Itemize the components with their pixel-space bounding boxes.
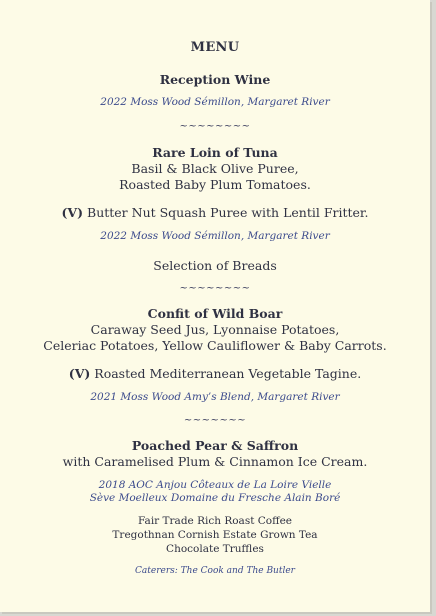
course2-line1: Caraway Seed Jus, Lyonnaise Potatoes, (90, 322, 340, 337)
separator: ~~~~~~~~ (179, 283, 251, 294)
vegetarian-marker: (V) (61, 205, 84, 220)
caterers-credit: Caterers: The Cook and The Butler (135, 566, 295, 576)
dessert-line1: with Caramelised Plum & Cinnamon Ice Cream. (62, 454, 368, 469)
reception-wine: 2022 Moss Wood Sémillon, Margaret River (100, 96, 330, 108)
reception-heading: Reception Wine (159, 72, 271, 87)
separator: ~~~~~~~ (183, 415, 247, 426)
course2-line2: Celeriac Potatoes, Yellow Cauliflower & Baby Carrots. (43, 338, 387, 353)
course1-heading: Rare Loin of Tuna (152, 145, 278, 160)
course1-line2: Roasted Baby Plum Tomatoes. (119, 177, 311, 192)
vegetarian-marker: (V) (68, 366, 91, 381)
coffee-line3: Chocolate Truffles (166, 543, 264, 555)
dessert-heading: Poached Pear & Saffron (131, 438, 299, 453)
course1-veg-option (0, 205, 430, 220)
coffee-line1: Fair Trade Rich Roast Coffee (137, 515, 293, 527)
coffee-line2: Tregothnan Cornish Estate Grown Tea (112, 529, 318, 541)
dessert-wine-line1: 2018 AOC Anjou Côteaux de La Loire Vielle (98, 479, 332, 491)
course2-veg-option (0, 366, 430, 381)
course2-veg-text: Roasted Mediterranean Vegetable Tagine. (90, 366, 362, 381)
course2-wine: 2021 Moss Wood Amy’s Blend, Margaret River (90, 391, 340, 403)
menu-title: MENU (190, 40, 240, 55)
course1-wine: 2022 Moss Wood Sémillon, Margaret River (100, 230, 330, 242)
breads: Selection of Breads (153, 258, 277, 273)
course2-heading: Confit of Wild Boar (147, 306, 283, 321)
course1-veg-text: Butter Nut Squash Puree with Lentil Fritter. (83, 205, 369, 220)
dessert-wine-line2: Sève Moelleux Domaine du Fresche Alain Boré (89, 492, 341, 504)
separator: ~~~~~~~~ (179, 121, 251, 132)
course1-line1: Basil & Black Olive Puree, (131, 161, 299, 176)
